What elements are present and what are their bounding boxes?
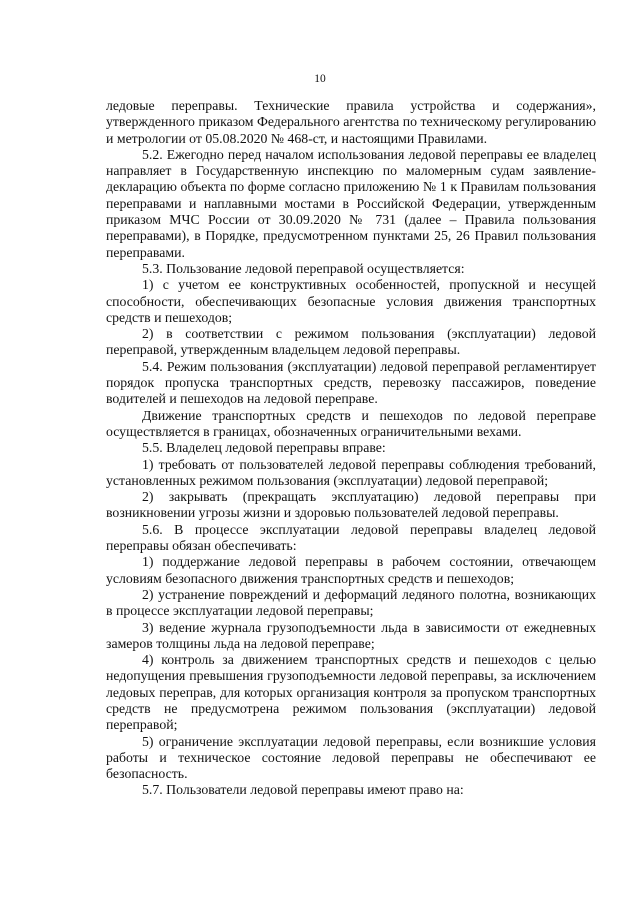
paragraph: 3) ведение журнала грузоподъемности льда в зависимости от ежедневных замеров толщины льда на ледовой переправе; <box>106 619 596 651</box>
paragraph: 5.7. Пользователи ледовой переправы имеют право на: <box>142 782 464 798</box>
paragraph: Движение транспортных средств и пешеходов по ледовой переправе осуществляется в границах, обозначенных ограничительными вехами. <box>106 407 596 439</box>
paragraph: 5.5. Владелец ледовой переправы вправе: <box>142 440 386 456</box>
paragraph: 5) ограничение эксплуатации ледовой переправы, если возникшие условия работы и техническое состояние ледовой переправы не обеспечивают ее безопасность. <box>106 733 596 782</box>
paragraph: 1) требовать от пользователей ледовой переправы соблюдения требований, установленных режимом пользования (эксплуатации) ледовой переправой; <box>106 456 596 488</box>
paragraph: 1) с учетом ее конструктивных особенностей, пропускной и несущей способности, обеспечивающих безопасные условия движения транспортных средств и пешеходов; <box>106 277 596 325</box>
page-number: 10 <box>314 73 326 85</box>
paragraph: 5.4. Режим пользования (эксплуатации) ледовой переправой регламентирует порядок пропуска транспортных средств, перевозку пассажиров, поведение водителей и пешеходов на ледовой переправе. <box>106 358 596 407</box>
paragraph: ледовые переправы. Технические правила устройства и содержания», утвержденного приказом Федерального агентства по техническому регулированию и метрологии от 05.08.2020 № 468-ст, и настоящими Правилами. <box>106 98 596 146</box>
paragraph: 2) устранение повреждений и деформаций ледяного полотна, возникающих в процессе эксплуатации ледовой переправы; <box>106 586 596 619</box>
paragraph: 5.3. Пользование ледовой переправой осуществляется: <box>142 260 465 276</box>
paragraph: 5.6. В процессе эксплуатации ледовой переправы владелец ледовой переправы обязан обеспечивать: <box>106 521 596 554</box>
document-body <box>106 98 596 799</box>
paragraph: 2) закрывать (прекращать эксплуатацию) ледовой переправы при возникновении угрозы жизни и здоровью пользователей ледовой переправы. <box>106 489 596 521</box>
paragraph: 4) контроль за движением транспортных средств и пешеходов с целью недопущения превышения грузоподъемности ледовой переправы, за исключением ледовых переправ, для которых организация контроля за пропуском транспортных средств не предусмотрена режимом пользования (эксплуатации) ледовой переправой; <box>106 652 596 733</box>
paragraph: 5.2. Ежегодно перед началом использования ледовой переправы ее владелец направляет в Государственную инспекцию по маломерным судам заявление-декларацию объекта по форме согласно приложению № 1 к Правилам пользования переправами и наплавными мостами в Российской Федерации, утвержденным приказом МЧС России от 30.09.2020 № 731 (далее – Правила пользования переправами), в Порядке, предусмотренном пунктами 25, 26 Правил пользования переправами. <box>106 146 596 260</box>
paragraph: 2) в соответствии с режимом пользования (эксплуатации) ледовой переправой, утвержденным владельцем ледовой переправы. <box>106 326 596 358</box>
paragraph: 1) поддержание ледовой переправы в рабочем состоянии, отвечающем условиям безопасного движения транспортных средств и пешеходов; <box>106 554 596 586</box>
